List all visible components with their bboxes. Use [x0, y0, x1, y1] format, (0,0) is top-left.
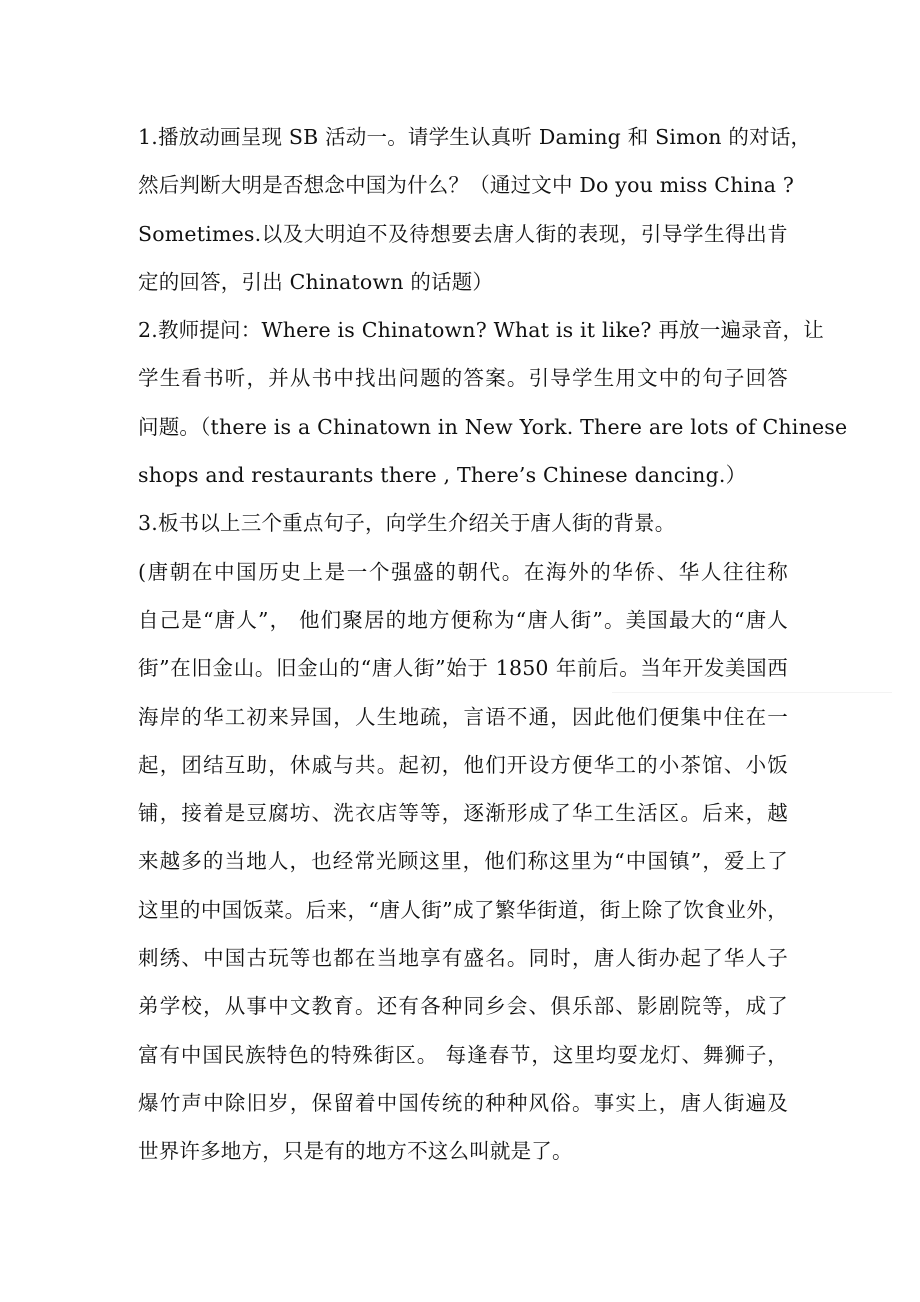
paragraph-line: (唐朝在中国历史上是一个强盛的朝代。在海外的华侨、华人往往称	[138, 559, 788, 584]
paragraph-line: 2.教师提问：Where is Chinatown? What is it like? 再放一遍录音，让	[138, 318, 824, 343]
paragraph-line: 自己是“唐人”， 他们聚居的地方便称为“唐人街”。美国最大的“唐人	[138, 607, 788, 632]
paragraph-line: 海岸的华工初来异国，人生地疏，言语不通，因此他们便集中住在一	[138, 704, 788, 729]
paragraph-line: 弟学校，从事中文教育。还有各种同乡会、俱乐部、影剧院等，成了	[138, 994, 788, 1019]
paragraph-line: 3.板书以上三个重点句子，向学生介绍关于唐人街的背景。	[138, 511, 676, 536]
paragraph-line: 问题。（there is a Chinatown in New York. There are lots of Chinese	[138, 414, 848, 439]
paragraph-line: Sometimes.以及大明迫不及待想要去唐人街的表现，引导学生得出肯	[138, 221, 788, 246]
paragraph-line: 刺绣、中国古玩等也都在当地享有盛名。同时，唐人街办起了华人子	[138, 946, 788, 971]
paragraph-line: 世界许多地方，只是有的地方不这么叫就是了。	[138, 1139, 573, 1164]
paragraph-line: 来越多的当地人，也经常光顾这里，他们称这里为“中国镇”，爱上了	[138, 849, 788, 874]
paragraph-line: 学生看书听，并从书中找出问题的答案。引导学生用文中的句子回答	[138, 366, 788, 391]
paragraph-line: 街”在旧金山。旧金山的“唐人街”始于 1850 年前后。当年开发美国西	[138, 656, 788, 681]
paragraph-line: 定的回答，引出 Chinatown 的话题）	[138, 269, 494, 294]
paragraph-line: 富有中国民族特色的特殊街区。 每逢春节，这里均耍龙灯、舞狮子，	[138, 1042, 788, 1067]
paragraph-line: shops and restaurants there , There’s Chinese dancing.）	[138, 463, 747, 488]
faint-divider	[612, 692, 892, 693]
paragraph-line: 这里的中国饭菜。后来，“唐人街”成了繁华街道，街上除了饮食业外，	[138, 897, 788, 922]
paragraph-line: 然后判断大明是否想念中国为什么？（通过文中 Do you miss China ?	[138, 173, 795, 198]
document-body	[138, 118, 848, 1181]
paragraph-line: 1.播放动画呈现 SB 活动一。请学生认真听 Daming 和 Simon 的对话，	[138, 125, 812, 149]
paragraph-line: 铺，接着是豆腐坊、洗衣店等等，逐渐形成了华工生活区。后来，越	[138, 801, 788, 826]
paragraph-line: 爆竹声中除旧岁，保留着中国传统的种种风俗。事实上，唐人街遍及	[138, 1090, 788, 1115]
paragraph-line: 起，团结互助，休戚与共。起初，他们开设方便华工的小茶馆、小饭	[138, 752, 788, 777]
